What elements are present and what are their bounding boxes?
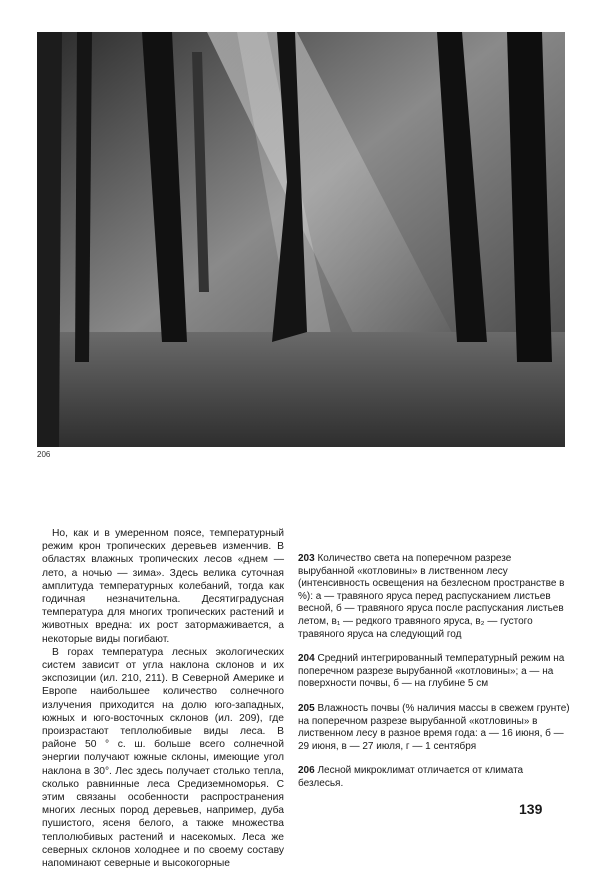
page-number: 139: [519, 801, 543, 817]
captions-column: [298, 553, 570, 803]
caption-204: [298, 653, 570, 691]
figure-number: 206: [37, 450, 51, 459]
caption-number: 206: [298, 765, 315, 777]
forest-photo: [37, 32, 565, 447]
caption-number: 205: [298, 702, 315, 714]
caption-number: 204: [298, 653, 315, 665]
caption-text: Влажность почвы (% наличия массы в свежем грунте) на поперечном разрезе вырубанной «котловины» в лиственном лесу в разное время года: а — 16 июня, б — 29 июня, в — 27 июля, г — 1 сентября: [298, 702, 570, 752]
caption-203: [298, 553, 570, 641]
forest-sunbeams-image: [37, 32, 565, 447]
caption-text: Количество света на поперечном разрезе вырубанной «котловины» в лиственном лесу (интенсивность освещения на безлесном пространстве в %): а — травяного яруса перед распусканием листьев весной, б — травяного яруса после распускания листьев летом, в₁ — редкого травяного яруса, в₂ — густого травяного яруса на следующий год: [298, 553, 565, 640]
body-text-column: [42, 527, 284, 870]
caption-text: Лесной микроклимат отличается от климата безлесья.: [298, 765, 524, 789]
caption-206: [298, 765, 570, 790]
body-paragraph: В горах температура лесных экологических систем зависит от угла наклона склонов и их экспозиции (ил. 210, 211). В Северной Америке и Европе наибольшее количество солнечного излучения приходится на долю юго-западных, южных и юго-восточных склонов (ил. 209), где произрастают теплолюбивые виды леса. В районе 50 ° с. ш. больше всего солнечной энергии получают южные склоны, имеющие угол наклона в 30°. Лес здесь получает столько тепла, сколько равнинные леса Средиземноморья. С этим связаны особенности распространения многих лесных пород деревьев, например, дуба пушистого, ясеня белого, а также множества теплолюбивых растений и насекомых. Леса же северных склонов холоднее и по своему составу напоминают северные и высокогорные: [42, 646, 284, 870]
body-paragraph: Но, как и в умеренном поясе, температурный режим крон тропических деревьев изменчив. В областях влажных тропических лесов «днем — лето, а ночью — зима». Здесь велика суточная амплитуда температурных колебаний, тогда как годичная незначительна. Десятиградусная температура для многих тропических растений и животных вредна: их рост затормаживается, а некоторые виды погибают.: [42, 528, 284, 645]
caption-number: 203: [298, 553, 315, 564]
caption-205: [298, 703, 570, 753]
caption-text: Средний интегрированный температурный режим на поперечном разрезе вырубанной «котловины»; а — на поверхности почвы, б — на глубине 5 см: [298, 653, 565, 690]
